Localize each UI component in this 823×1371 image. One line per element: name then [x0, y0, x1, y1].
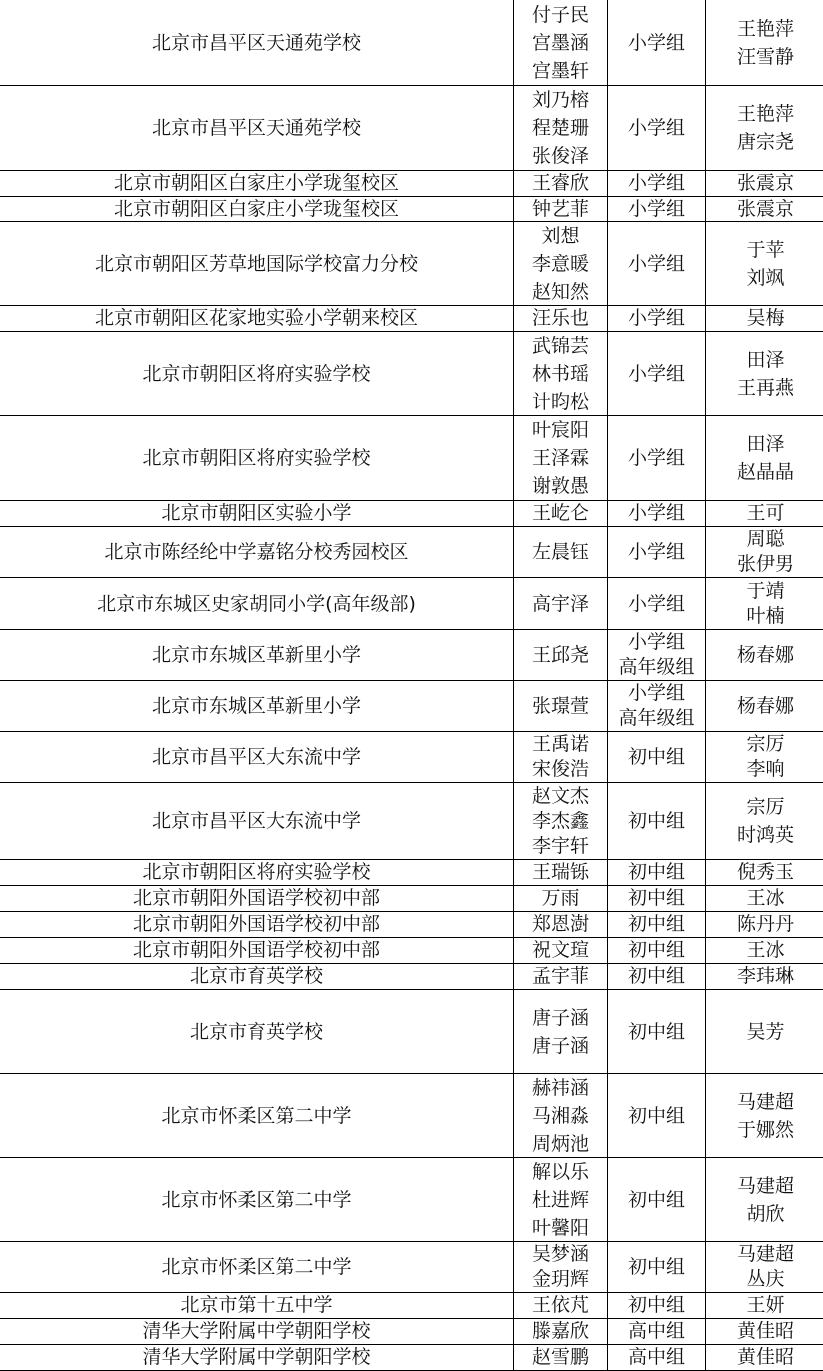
- group-cell: [608, 938, 706, 964]
- student-name: 周炳池: [532, 1130, 589, 1158]
- group-label: 小学组: [628, 171, 685, 196]
- teachers-cell: [706, 886, 823, 912]
- group-cell: [608, 912, 706, 938]
- group-label: 初中组: [628, 1186, 685, 1214]
- school-name: 北京市朝阳区芳草地国际学校富力分校: [95, 250, 418, 278]
- table-row: [0, 732, 823, 783]
- school-name: 北京市朝阳区白家庄小学珑玺校区: [114, 171, 399, 196]
- table-row: [0, 527, 823, 578]
- group-cell: [608, 860, 706, 886]
- students-cell: [514, 912, 608, 938]
- student-name: 计昀松: [532, 388, 589, 416]
- group-label: 小学组: [628, 444, 685, 472]
- teachers-cell: [706, 306, 823, 332]
- student-name: 武锦芸: [532, 332, 589, 360]
- group-label: 高中组: [628, 1319, 685, 1344]
- students-cell: [514, 886, 608, 912]
- group-label: 高年级组: [618, 706, 694, 731]
- teachers-cell: [706, 86, 823, 171]
- student-name: 张俊泽: [532, 142, 589, 170]
- school-name: 北京市第十五中学: [180, 1293, 332, 1318]
- school-cell: [0, 1242, 514, 1293]
- group-cell: [608, 1293, 706, 1319]
- school-cell: [0, 886, 514, 912]
- table-row: [0, 332, 823, 416]
- group-label: 小学组: [628, 360, 685, 388]
- teacher-name: 王冰: [746, 938, 784, 963]
- group-label: 初中组: [628, 1102, 685, 1130]
- teacher-name: 叶楠: [746, 604, 784, 629]
- teacher-name: 马建超: [737, 1088, 794, 1116]
- teacher-name: 陈丹丹: [737, 912, 794, 937]
- group-cell: [608, 630, 706, 681]
- group-cell: [608, 197, 706, 222]
- group-cell: [608, 171, 706, 197]
- group-cell: [608, 527, 706, 578]
- student-name: 程楚珊: [532, 114, 589, 142]
- school-name: 北京市昌平区大东流中学: [152, 807, 361, 835]
- teachers-cell: [706, 1345, 823, 1371]
- group-label: 小学组: [628, 29, 685, 57]
- table-row: [0, 886, 823, 912]
- teacher-name: 宗厉: [746, 793, 784, 821]
- student-name: 林书瑶: [532, 360, 589, 388]
- school-cell: [0, 912, 514, 938]
- student-name: 唐子涵: [532, 1004, 589, 1032]
- group-cell: [608, 416, 706, 501]
- students-cell: [514, 197, 608, 222]
- school-name: 北京市朝阳区将府实验学校: [142, 360, 370, 388]
- group-cell: [608, 222, 706, 306]
- teacher-name: 王妍: [746, 1293, 784, 1318]
- students-cell: [514, 860, 608, 886]
- group-cell: [608, 332, 706, 416]
- school-cell: [0, 171, 514, 197]
- table-row: [0, 0, 823, 86]
- school-name: 北京市东城区史家胡同小学(高年级部): [97, 590, 416, 618]
- school-cell: [0, 1074, 514, 1158]
- group-label: 初中组: [628, 1018, 685, 1046]
- teacher-name: 刘飒: [746, 264, 784, 292]
- students-cell: [514, 681, 608, 732]
- students-cell: [514, 630, 608, 681]
- school-cell: [0, 630, 514, 681]
- student-name: 刘想: [541, 222, 579, 250]
- group-label: 初中组: [628, 886, 685, 911]
- teachers-cell: [706, 1293, 823, 1319]
- table-row: [0, 860, 823, 886]
- students-cell: [514, 783, 608, 860]
- group-label: 初中组: [628, 807, 685, 835]
- student-name: 马湘淼: [532, 1102, 589, 1130]
- group-cell: [608, 1158, 706, 1242]
- student-name: 汪乐也: [532, 306, 589, 331]
- student-name: 李杰鑫: [532, 809, 589, 834]
- students-cell: [514, 0, 608, 86]
- group-cell: [608, 681, 706, 732]
- group-label: 小学组: [628, 501, 685, 526]
- student-name: 宫墨轩: [532, 57, 589, 85]
- teacher-name: 黄佳昭: [737, 1345, 794, 1370]
- school-name: 北京市昌平区大东流中学: [152, 743, 361, 771]
- student-name: 王屹仑: [532, 501, 589, 526]
- teacher-name: 于娜然: [737, 1116, 794, 1144]
- student-name: 宋俊浩: [532, 757, 589, 782]
- group-cell: [608, 86, 706, 171]
- school-cell: [0, 0, 514, 86]
- school-cell: [0, 1293, 514, 1319]
- teachers-cell: [706, 501, 823, 527]
- student-name: 王泽霖: [532, 444, 589, 472]
- table-row: [0, 416, 823, 501]
- group-label: 高年级组: [618, 655, 694, 680]
- teacher-name: 马建超: [737, 1242, 794, 1267]
- students-cell: [514, 1158, 608, 1242]
- school-cell: [0, 1319, 514, 1345]
- student-name: 叶馨阳: [532, 1214, 589, 1242]
- group-cell: [608, 578, 706, 630]
- teacher-name: 于靖: [746, 579, 784, 604]
- student-name: 左晨钰: [532, 538, 589, 566]
- student-name: 王依芃: [532, 1293, 589, 1318]
- table-row: [0, 306, 823, 332]
- student-name: 郑恩澍: [532, 912, 589, 937]
- teacher-name: 王艳萍: [737, 15, 794, 43]
- school-cell: [0, 681, 514, 732]
- teachers-cell: [706, 732, 823, 783]
- school-cell: [0, 416, 514, 501]
- teachers-cell: [706, 630, 823, 681]
- teacher-name: 田泽: [746, 346, 784, 374]
- group-cell: [608, 501, 706, 527]
- teacher-name: 于苹: [746, 236, 784, 264]
- student-name: 祝文瑄: [532, 938, 589, 963]
- group-label: 小学组: [628, 681, 685, 706]
- students-cell: [514, 1293, 608, 1319]
- group-cell: [608, 1345, 706, 1371]
- school-cell: [0, 197, 514, 222]
- group-cell: [608, 1242, 706, 1293]
- student-name: 王睿欣: [532, 171, 589, 196]
- table-row: [0, 578, 823, 630]
- students-cell: [514, 306, 608, 332]
- students-cell: [514, 501, 608, 527]
- school-name: 北京市育英学校: [190, 1018, 323, 1046]
- teacher-name: 王再燕: [737, 374, 794, 402]
- group-cell: [608, 1319, 706, 1345]
- students-cell: [514, 1319, 608, 1345]
- teachers-cell: [706, 578, 823, 630]
- teachers-cell: [706, 1242, 823, 1293]
- teachers-cell: [706, 681, 823, 732]
- school-cell: [0, 501, 514, 527]
- school-cell: [0, 1345, 514, 1371]
- table-row: [0, 681, 823, 732]
- students-cell: [514, 332, 608, 416]
- student-name: 钟艺菲: [532, 197, 589, 222]
- table-row: [0, 1319, 823, 1345]
- table-row: [0, 783, 823, 860]
- student-name: 王瑞铄: [532, 860, 589, 885]
- student-name: 万雨: [541, 886, 579, 911]
- school-cell: [0, 732, 514, 783]
- teachers-cell: [706, 860, 823, 886]
- table-row: [0, 1158, 823, 1242]
- teacher-name: 王艳萍: [737, 100, 794, 128]
- student-name: 赵知然: [532, 278, 589, 306]
- group-label: 高中组: [628, 1345, 685, 1370]
- teachers-cell: [706, 1319, 823, 1345]
- school-name: 北京市东城区革新里小学: [152, 692, 361, 720]
- students-cell: [514, 86, 608, 171]
- student-name: 付子民: [532, 1, 589, 29]
- school-name: 北京市昌平区天通苑学校: [152, 114, 361, 142]
- group-label: 小学组: [628, 306, 685, 331]
- students-cell: [514, 1242, 608, 1293]
- teacher-name: 李响: [746, 757, 784, 782]
- teachers-cell: [706, 1158, 823, 1242]
- table-row: [0, 630, 823, 681]
- teacher-name: 唐宗尧: [737, 128, 794, 156]
- teachers-cell: [706, 527, 823, 578]
- student-name: 王邱尧: [532, 641, 589, 669]
- teacher-name: 马建超: [737, 1172, 794, 1200]
- teachers-cell: [706, 222, 823, 306]
- table-row: [0, 197, 823, 222]
- group-label: 初中组: [628, 938, 685, 963]
- group-label: 小学组: [628, 197, 685, 222]
- student-name: 高宇泽: [532, 590, 589, 618]
- teacher-name: 倪秀玉: [737, 860, 794, 885]
- school-name: 北京市朝阳区实验小学: [161, 501, 351, 526]
- students-cell: [514, 171, 608, 197]
- group-cell: [608, 886, 706, 912]
- student-name: 刘乃榕: [532, 86, 589, 114]
- table-row: [0, 501, 823, 527]
- student-name: 赵雪鹏: [532, 1345, 589, 1370]
- teacher-name: 胡欣: [746, 1200, 784, 1228]
- student-name: 叶宸阳: [532, 416, 589, 444]
- group-cell: [608, 0, 706, 86]
- table-row: [0, 1293, 823, 1319]
- group-label: 小学组: [628, 250, 685, 278]
- teachers-cell: [706, 197, 823, 222]
- school-name: 北京市怀柔区第二中学: [161, 1186, 351, 1214]
- students-cell: [514, 416, 608, 501]
- teachers-cell: [706, 416, 823, 501]
- student-name: 李意暖: [532, 250, 589, 278]
- school-cell: [0, 990, 514, 1074]
- student-name: 杜进辉: [532, 1186, 589, 1214]
- students-cell: [514, 527, 608, 578]
- student-name: 张璟萱: [532, 692, 589, 720]
- table-row: [0, 171, 823, 197]
- group-cell: [608, 732, 706, 783]
- school-name: 北京市育英学校: [190, 964, 323, 989]
- students-cell: [514, 222, 608, 306]
- group-label: 初中组: [628, 743, 685, 771]
- school-name: 北京市朝阳外国语学校初中部: [133, 912, 380, 937]
- teachers-cell: [706, 171, 823, 197]
- school-name: 清华大学附属中学朝阳学校: [142, 1345, 370, 1370]
- students-cell: [514, 732, 608, 783]
- group-label: 小学组: [628, 538, 685, 566]
- group-label: 初中组: [628, 1253, 685, 1281]
- school-name: 北京市朝阳区白家庄小学珑玺校区: [114, 197, 399, 222]
- school-name: 北京市朝阳区花家地实验小学朝来校区: [95, 306, 418, 331]
- student-name: 赵文杰: [532, 784, 589, 809]
- teachers-cell: [706, 783, 823, 860]
- teacher-name: 黄佳昭: [737, 1319, 794, 1344]
- teachers-cell: [706, 938, 823, 964]
- teachers-cell: [706, 1074, 823, 1158]
- table-row: [0, 1074, 823, 1158]
- student-name: 解以乐: [532, 1158, 589, 1186]
- table-row: [0, 1345, 823, 1371]
- teachers-cell: [706, 912, 823, 938]
- group-label: 小学组: [628, 114, 685, 142]
- teacher-name: 赵晶晶: [737, 458, 794, 486]
- school-cell: [0, 222, 514, 306]
- teacher-name: 周聪: [746, 527, 784, 552]
- school-name: 北京市昌平区天通苑学校: [152, 29, 361, 57]
- teachers-cell: [706, 332, 823, 416]
- school-cell: [0, 306, 514, 332]
- group-label: 初中组: [628, 912, 685, 937]
- group-label: 初中组: [628, 1293, 685, 1318]
- group-label: 小学组: [628, 630, 685, 655]
- school-cell: [0, 527, 514, 578]
- school-name: 北京市陈经纶中学嘉铭分校秀园校区: [104, 538, 408, 566]
- student-name: 赫祎涵: [532, 1074, 589, 1102]
- teacher-name: 汪雪静: [737, 43, 794, 71]
- teacher-name: 吴梅: [746, 306, 784, 331]
- teacher-name: 丛庆: [746, 1267, 784, 1292]
- teachers-cell: [706, 964, 823, 990]
- teacher-name: 李玮琳: [737, 964, 794, 989]
- table-row: [0, 938, 823, 964]
- student-name: 金玥辉: [532, 1267, 589, 1292]
- group-label: 初中组: [628, 860, 685, 885]
- student-name: 吴梦涵: [532, 1242, 589, 1267]
- school-name: 北京市东城区革新里小学: [152, 641, 361, 669]
- school-cell: [0, 332, 514, 416]
- group-cell: [608, 990, 706, 1074]
- students-cell: [514, 1345, 608, 1371]
- school-name: 北京市朝阳外国语学校初中部: [133, 938, 380, 963]
- school-cell: [0, 860, 514, 886]
- teacher-name: 吴芳: [746, 1018, 784, 1046]
- group-cell: [608, 783, 706, 860]
- school-name: 清华大学附属中学朝阳学校: [142, 1319, 370, 1344]
- table-row: [0, 1242, 823, 1293]
- teacher-name: 张震京: [737, 197, 794, 222]
- teacher-name: 王冰: [746, 886, 784, 911]
- student-name: 宫墨涵: [532, 29, 589, 57]
- teacher-name: 时鸿英: [737, 821, 794, 849]
- teacher-name: 王可: [746, 501, 784, 526]
- students-cell: [514, 964, 608, 990]
- table-row: [0, 964, 823, 990]
- student-name: 滕嘉欣: [532, 1319, 589, 1344]
- group-cell: [608, 1074, 706, 1158]
- school-cell: [0, 578, 514, 630]
- teacher-name: 张伊男: [737, 552, 794, 577]
- table-row: [0, 990, 823, 1074]
- school-cell: [0, 86, 514, 171]
- teacher-name: 杨春娜: [737, 641, 794, 669]
- teacher-name: 宗厉: [746, 732, 784, 757]
- school-name: 北京市朝阳外国语学校初中部: [133, 886, 380, 911]
- students-cell: [514, 990, 608, 1074]
- students-cell: [514, 1074, 608, 1158]
- school-name: 北京市朝阳区将府实验学校: [142, 860, 370, 885]
- group-label: 小学组: [628, 590, 685, 618]
- student-name: 王禹诺: [532, 732, 589, 757]
- school-cell: [0, 783, 514, 860]
- school-cell: [0, 938, 514, 964]
- school-name: 北京市朝阳区将府实验学校: [142, 444, 370, 472]
- school-name: 北京市怀柔区第二中学: [161, 1253, 351, 1281]
- teacher-name: 田泽: [746, 430, 784, 458]
- teachers-cell: [706, 990, 823, 1074]
- school-name: 北京市怀柔区第二中学: [161, 1102, 351, 1130]
- teachers-cell: [706, 0, 823, 86]
- student-name: 唐子涵: [532, 1032, 589, 1060]
- table-row: [0, 86, 823, 171]
- student-name: 谢敦愚: [532, 472, 589, 500]
- teacher-name: 杨春娜: [737, 692, 794, 720]
- group-cell: [608, 964, 706, 990]
- teacher-name: 张震京: [737, 171, 794, 196]
- school-cell: [0, 1158, 514, 1242]
- group-cell: [608, 306, 706, 332]
- table-row: [0, 912, 823, 938]
- student-name: 李宇轩: [532, 834, 589, 859]
- school-cell: [0, 964, 514, 990]
- group-label: 初中组: [628, 964, 685, 989]
- student-name: 孟宇菲: [532, 964, 589, 989]
- students-cell: [514, 578, 608, 630]
- table-row: [0, 222, 823, 306]
- students-cell: [514, 938, 608, 964]
